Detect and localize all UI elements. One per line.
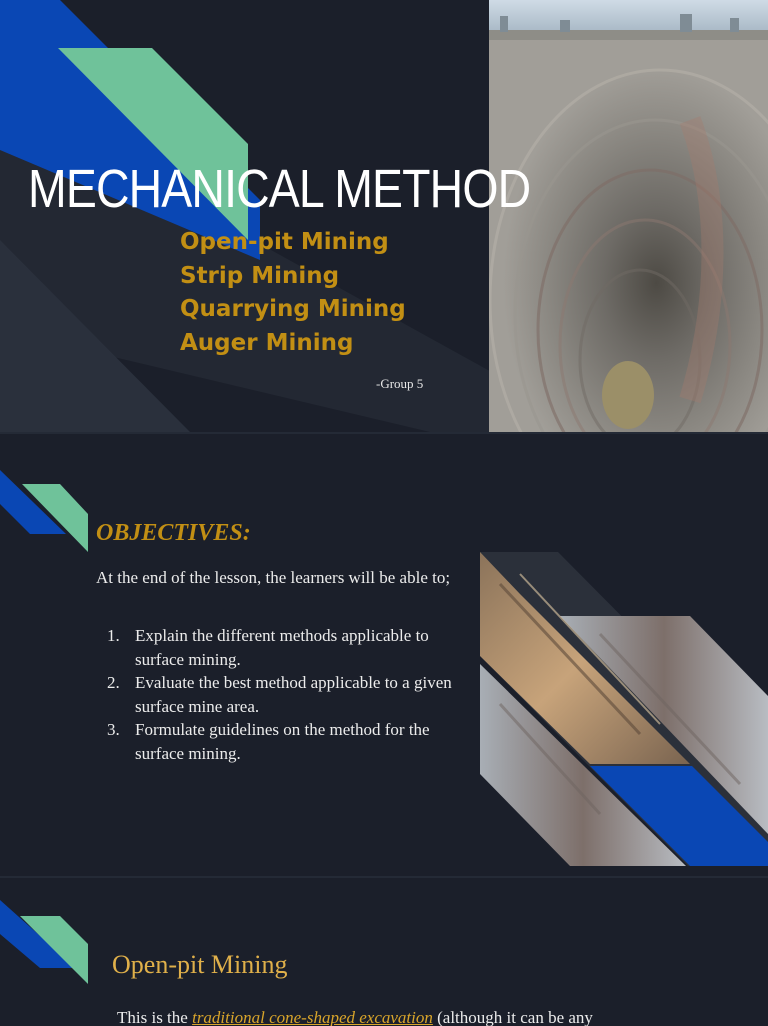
- section-heading: Open-pit Mining: [112, 950, 288, 979]
- highlighted-text: traditional cone-shaped excavation: [192, 1008, 433, 1026]
- list-text: Formulate guidelines on the method for the surface mining.: [135, 720, 430, 763]
- text-segment: (although it can be any: [432, 1008, 593, 1026]
- list-item: [96, 671, 466, 718]
- method-item: Auger Mining: [180, 329, 354, 356]
- slide-title: MECHANICAL METHOD: [28, 159, 531, 219]
- list-number: 1.: [107, 626, 120, 645]
- objectives-list: [96, 624, 466, 765]
- list-item: [96, 718, 466, 765]
- title-slide: [0, 0, 768, 432]
- mine-wall-collage: [480, 552, 768, 866]
- objectives-intro: At the end of the lesson, the learners will be able to;: [96, 568, 451, 587]
- list-number: 3.: [107, 720, 120, 739]
- open-pit-slide: [0, 876, 768, 1026]
- list-number: 2.: [107, 673, 120, 692]
- list-text: Evaluate the best method applicable to a given surface mine area.: [135, 673, 452, 716]
- open-pit-mine-photo: [489, 0, 768, 432]
- section-text: [117, 1008, 593, 1026]
- objectives-slide: [0, 432, 768, 878]
- group-label: -Group 5: [376, 376, 424, 391]
- method-list: [180, 226, 406, 360]
- objectives-heading: OBJECTIVES:: [96, 520, 251, 546]
- method-item: Strip Mining: [180, 262, 340, 289]
- list-item: [96, 624, 466, 671]
- method-item: Quarrying Mining: [180, 296, 406, 322]
- method-item: Open-pit Mining: [180, 229, 389, 255]
- text-segment: This is the: [117, 1008, 193, 1026]
- list-text: Explain the different methods applicable to surface mining.: [135, 626, 429, 669]
